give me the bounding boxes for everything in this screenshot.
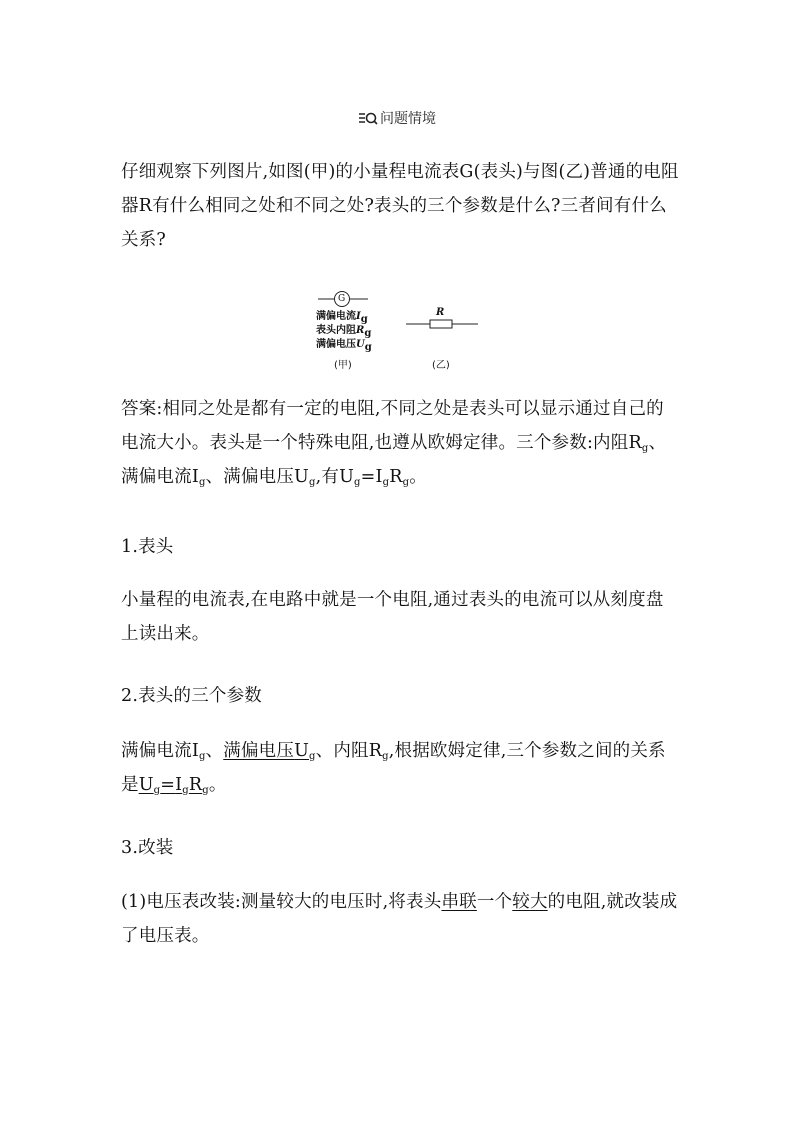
heading-3: 3.改装: [121, 838, 174, 858]
heading-1: 1.表头: [121, 537, 174, 557]
blank-series: 串联: [441, 892, 477, 912]
label-internal-resistance: 表头内阻$R_g$: [316, 325, 372, 339]
problem-situation-icon: [358, 111, 378, 129]
caption-yi: (乙): [432, 360, 450, 371]
label-full-current: 满偏电流$I_g$: [316, 311, 368, 325]
blank-larger: 较大: [512, 892, 548, 912]
circuit-figure: [310, 288, 490, 372]
galvanometer-letter: G: [338, 294, 346, 304]
paragraph-3: (1)电压表改装:测量较大的电压时,将表头串联一个较大的电阻,就改装成了电压表。: [121, 892, 678, 946]
label-full-voltage: 满偏电压$U_g$: [316, 339, 372, 353]
blank-formula: $U_g=I_gR_g$: [138, 775, 209, 796]
section-title: [0, 108, 794, 129]
blank-full-voltage: 满偏电压$U_g$: [223, 741, 316, 762]
paragraph-1: 小量程的电流表,在电路中就是一个电阻,通过表头的电流可以从刻度盘上读出来。: [121, 590, 664, 644]
section-title-text: 问题情境: [380, 111, 436, 127]
question-paragraph: 仔细观察下列图片,如图(甲)的小量程电流表G(表头)与图(乙)普通的电阻器R有什么相同之处和不同之处?表头的三个参数是什么?三者间有什么关系?: [121, 162, 679, 250]
caption-jia: (甲): [334, 360, 352, 371]
resistor-letter: R: [436, 307, 445, 318]
heading-2: 2.表头的三个参数: [121, 686, 262, 706]
paragraph-2: 满偏电流$I_g$、满偏电压$U_g$、内阻$R_g$,根据欧姆定律,三个参数之间的关系是$U_g=I_gR_g$。: [121, 741, 666, 796]
answer-paragraph: 答案:相同之处是都有一定的电阻,不同之处是表头可以显示通过自己的电流大小。表头是一个特殊电阻,也遵从欧姆定律。三个参数:内阻$R_g$、满偏电流$I_g$、满偏电压$U_g$,有$U_g=I_gR_g$。: [121, 399, 667, 488]
